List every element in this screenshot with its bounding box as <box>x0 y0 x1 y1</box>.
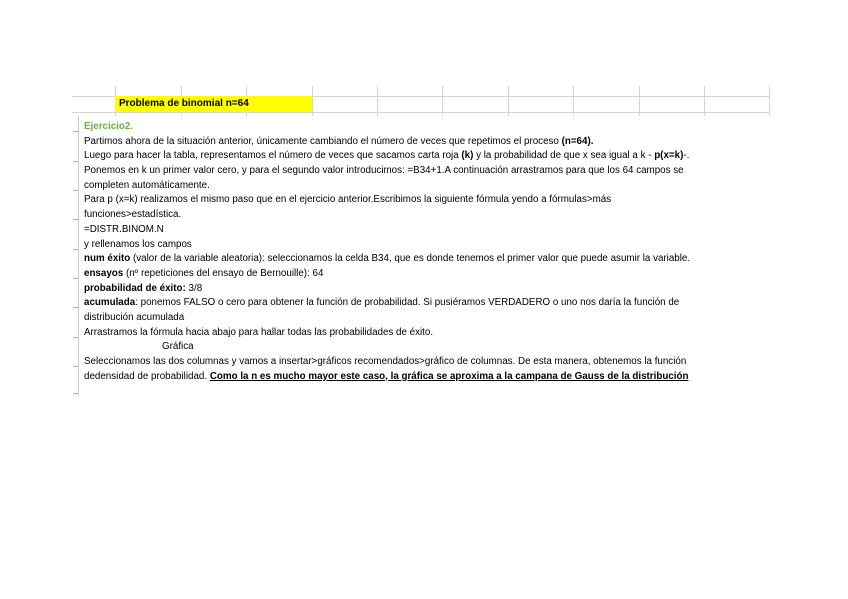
text-span: -. <box>683 150 690 162</box>
param-num-exito <box>84 252 768 267</box>
ruler-tick <box>73 161 78 162</box>
text-span: (valor de la variable aleatoria): seleccionamos la celda B34, que es donde tenemos el primer valor que puede asumir la variable. <box>130 253 691 265</box>
grid-col-line <box>704 86 705 116</box>
ruler-tick <box>73 219 78 220</box>
bold-span: (n=64). <box>561 135 594 147</box>
ruler-tick <box>73 131 78 132</box>
bold-span: acumulada <box>84 297 136 309</box>
paragraph <box>84 370 768 385</box>
title-cell[interactable]: Problema de binomial n=64 <box>115 96 312 112</box>
paragraph <box>84 149 768 164</box>
grid-col-line <box>573 86 574 116</box>
paragraph <box>84 135 768 150</box>
ruler-tick <box>73 278 78 279</box>
paragraph-line: distribución acumulada <box>84 311 185 323</box>
paragraph-line: funciones>estadística. <box>84 209 182 221</box>
paragraph-line: Seleccionamos las dos columnas y vamos a insertar>gráficos recomendados>gráfico de columnas. De esta manera, obtenemos la función <box>84 356 687 367</box>
bold-span: num éxito <box>84 253 131 265</box>
bold-span: (k) <box>461 150 474 162</box>
ruler-tick <box>73 337 78 338</box>
paragraph-line: y rellenamos los campos <box>84 238 192 250</box>
text-span: (nº repeticiones del ensayo de Bernouille): 64 <box>123 267 324 279</box>
ruler-tick <box>73 307 78 308</box>
bold-span: p(x=k) <box>654 150 684 162</box>
grid-col-line <box>312 86 313 116</box>
param-ensayos <box>84 267 768 282</box>
grid-col-line <box>377 86 378 116</box>
text-span: Partimos ahora de la situación anterior, únicamente cambiando el número de veces que repetimos el proceso <box>84 135 562 147</box>
formula-text: =DISTR.BINOM.N <box>84 223 164 235</box>
paragraph-line: Ponemos en k un primer valor cero, y para el segundo valor introducimos: =B34+1.A continuación arrastramos para que los 64 campos se <box>84 165 684 177</box>
bold-span: ensayos <box>84 267 124 279</box>
text-span: Luego para hacer la tabla, representamos el número de veces que sacamos carta roja <box>84 150 462 162</box>
grid-col-line <box>508 86 509 116</box>
grid-col-line <box>442 86 443 116</box>
paragraph-line: Arrastramos la fórmula hacia abajo para hallar todas las probabilidades de éxito. <box>84 326 434 338</box>
exercise-text <box>84 120 768 384</box>
grid-col-line <box>639 86 640 116</box>
bold-underline-span: Como la n es mucho mayor este caso, la gráfica se aproxima a la campana de Gauss de la distribución <box>209 370 689 382</box>
text-span: 3/8 <box>185 282 203 294</box>
text-span: dedensidad de probabilidad. <box>84 370 210 382</box>
grid-col-line <box>769 86 770 116</box>
bold-span: probabilidad de éxito: <box>84 282 186 294</box>
text-span: y la probabilidad de que x sea igual a k - <box>473 150 655 162</box>
grafica-title: Gráfica <box>162 341 194 353</box>
param-probabilidad <box>84 282 768 297</box>
ruler-tick <box>73 190 78 191</box>
exercise-heading: Ejercicio2. <box>84 121 134 132</box>
text-span: : ponemos FALSO o cero para obtener la función de probabilidad. Si pusiéramos VERDADERO o uno nos daría la función de <box>135 297 680 309</box>
param-acumulada <box>84 296 768 311</box>
paragraph-line: completen automáticamente. <box>84 179 210 191</box>
ruler-tick <box>73 366 78 367</box>
ruler-tick <box>73 249 78 250</box>
paragraph-line: Para p (x=k) realizamos el mismo paso que en el ejercicio anterior.Escribimos la siguiente fórmula yendo a fórmulas>más <box>84 194 612 206</box>
ruler-tick <box>73 393 78 394</box>
grid-row-line <box>72 112 770 113</box>
